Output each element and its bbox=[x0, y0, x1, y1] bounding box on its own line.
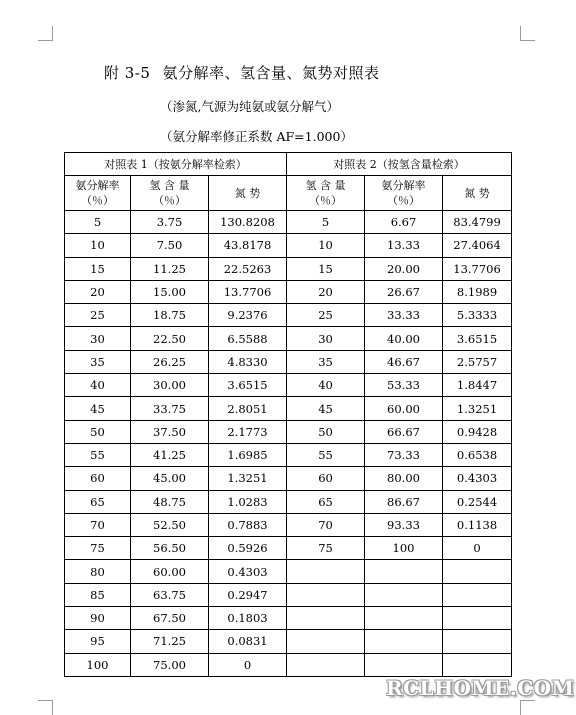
table-cell: 65 bbox=[287, 490, 365, 513]
table-cell: 130.8208 bbox=[209, 211, 287, 234]
table-cell: 0.2544 bbox=[443, 490, 512, 513]
table-cell: 0.2947 bbox=[209, 583, 287, 606]
table-cell: 0.1138 bbox=[443, 513, 512, 536]
table-cell: 30 bbox=[65, 327, 131, 350]
table-cell: 25 bbox=[287, 304, 365, 327]
table-cell: 63.75 bbox=[131, 583, 209, 606]
table-cell: 8.1989 bbox=[443, 280, 512, 303]
group-header-table2: 对照表 2（按氢含量检索） bbox=[287, 153, 512, 176]
table-cell: 10 bbox=[287, 234, 365, 257]
table-cell bbox=[365, 607, 443, 630]
table-cell: 2.1773 bbox=[209, 420, 287, 443]
table-cell: 13.7706 bbox=[209, 280, 287, 303]
table-cell: 11.25 bbox=[131, 257, 209, 280]
table-cell: 43.8178 bbox=[209, 234, 287, 257]
table-cell: 75 bbox=[287, 537, 365, 560]
table-cell: 1.3251 bbox=[443, 397, 512, 420]
table-cell bbox=[287, 607, 365, 630]
table-cell: 75.00 bbox=[131, 653, 209, 676]
subtitle-gas-source: （渗氮,气源为纯氨或氨分解气） bbox=[160, 99, 339, 114]
table-cell bbox=[365, 560, 443, 583]
table-cell: 15 bbox=[287, 257, 365, 280]
table-cell: 20.00 bbox=[365, 257, 443, 280]
table-cell: 5 bbox=[65, 211, 131, 234]
table-cell: 0.7883 bbox=[209, 513, 287, 536]
table-row bbox=[65, 234, 512, 257]
table-cell: 55 bbox=[65, 443, 131, 466]
table-cell: 2.8051 bbox=[209, 397, 287, 420]
table-cell: 18.75 bbox=[131, 304, 209, 327]
table-cell: 56.50 bbox=[131, 537, 209, 560]
header-text: 氨分解率 （％） bbox=[381, 179, 426, 207]
table-row bbox=[65, 653, 512, 676]
table-cell: 53.33 bbox=[365, 374, 443, 397]
header-text: 氮 势 bbox=[234, 186, 261, 200]
page-corner-mark bbox=[520, 700, 535, 715]
table-cell: 65 bbox=[65, 490, 131, 513]
table-cell: 70 bbox=[65, 513, 131, 536]
table-cell: 9.2376 bbox=[209, 304, 287, 327]
table-cell: 0.9428 bbox=[443, 420, 512, 443]
table-cell: 15 bbox=[65, 257, 131, 280]
table-cell bbox=[365, 583, 443, 606]
table-cell: 2.5757 bbox=[443, 350, 512, 373]
table-cell bbox=[287, 630, 365, 653]
table-cell: 20 bbox=[65, 280, 131, 303]
site-watermark: RCLHOME.COM bbox=[386, 676, 575, 700]
table-cell: 48.75 bbox=[131, 490, 209, 513]
table-cell: 10 bbox=[65, 234, 131, 257]
table-row bbox=[65, 304, 512, 327]
table-cell: 40 bbox=[287, 374, 365, 397]
table-cell: 22.5263 bbox=[209, 257, 287, 280]
table-cell: 6.67 bbox=[365, 211, 443, 234]
table-cell: 80 bbox=[65, 560, 131, 583]
table-cell: 46.67 bbox=[365, 350, 443, 373]
col-header bbox=[287, 176, 365, 211]
table-cell: 50 bbox=[287, 420, 365, 443]
table-cell: 3.6515 bbox=[209, 374, 287, 397]
table-cell: 83.4799 bbox=[443, 211, 512, 234]
table-cell: 1.0283 bbox=[209, 490, 287, 513]
page-corner-mark bbox=[520, 26, 535, 41]
table-cell bbox=[443, 560, 512, 583]
table-cell: 13.33 bbox=[365, 234, 443, 257]
table-cell: 100 bbox=[365, 537, 443, 560]
table-cell: 3.75 bbox=[131, 211, 209, 234]
table-cell: 73.33 bbox=[365, 443, 443, 466]
table-cell: 33.75 bbox=[131, 397, 209, 420]
table-cell: 37.50 bbox=[131, 420, 209, 443]
table-cell: 70 bbox=[287, 513, 365, 536]
table-cell: 55 bbox=[287, 443, 365, 466]
table-cell: 90 bbox=[65, 607, 131, 630]
page-corner-mark bbox=[38, 26, 53, 41]
table-cell: 40.00 bbox=[365, 327, 443, 350]
table-cell bbox=[287, 653, 365, 676]
table-cell: 0.0831 bbox=[209, 630, 287, 653]
col-header bbox=[365, 176, 443, 211]
table-cell: 0.4303 bbox=[443, 467, 512, 490]
table-row bbox=[65, 257, 512, 280]
table-cell: 35 bbox=[65, 350, 131, 373]
col-header bbox=[131, 176, 209, 211]
group-header-table1: 对照表 1（按氨分解率检索） bbox=[65, 153, 287, 176]
table-cell: 33.33 bbox=[365, 304, 443, 327]
table-row bbox=[65, 560, 512, 583]
table-row bbox=[65, 211, 512, 234]
header-text: 氨分解率 （％） bbox=[75, 179, 120, 207]
table-cell: 60.00 bbox=[131, 560, 209, 583]
table-cell: 4.8330 bbox=[209, 350, 287, 373]
header-text: 氢 含 量 （％） bbox=[149, 179, 190, 207]
table-cell: 75 bbox=[65, 537, 131, 560]
table-cell: 25 bbox=[65, 304, 131, 327]
table-cell bbox=[365, 653, 443, 676]
table-cell: 20 bbox=[287, 280, 365, 303]
table-cell: 45 bbox=[65, 397, 131, 420]
table-cell: 80.00 bbox=[365, 467, 443, 490]
table-cell: 50 bbox=[65, 420, 131, 443]
table-cell: 3.6515 bbox=[443, 327, 512, 350]
table-cell: 45.00 bbox=[131, 467, 209, 490]
table-cell: 45 bbox=[287, 397, 365, 420]
table-cell bbox=[443, 630, 512, 653]
document-title bbox=[104, 62, 379, 83]
table-row bbox=[65, 537, 512, 560]
table-cell: 26.25 bbox=[131, 350, 209, 373]
table-row bbox=[65, 397, 512, 420]
table-row bbox=[65, 467, 512, 490]
table-cell: 26.67 bbox=[365, 280, 443, 303]
table-row bbox=[65, 607, 512, 630]
table-cell: 66.67 bbox=[365, 420, 443, 443]
header-text: 氮 势 bbox=[464, 186, 490, 200]
lookup-table bbox=[64, 152, 512, 677]
col-header bbox=[65, 176, 131, 211]
table-cell: 85 bbox=[65, 583, 131, 606]
table-cell bbox=[443, 583, 512, 606]
table-cell: 71.25 bbox=[131, 630, 209, 653]
table-cell: 52.50 bbox=[131, 513, 209, 536]
table-cell: 60 bbox=[65, 467, 131, 490]
table-cell: 1.3251 bbox=[209, 467, 287, 490]
table-cell bbox=[365, 630, 443, 653]
table-cell: 0.5926 bbox=[209, 537, 287, 560]
table-cell: 35 bbox=[287, 350, 365, 373]
table-cell: 86.67 bbox=[365, 490, 443, 513]
table-cell: 6.5588 bbox=[209, 327, 287, 350]
table-cell: 7.50 bbox=[131, 234, 209, 257]
table-cell bbox=[443, 607, 512, 630]
table-cell: 22.50 bbox=[131, 327, 209, 350]
col-header bbox=[209, 176, 287, 211]
table-row bbox=[65, 327, 512, 350]
table-row bbox=[65, 350, 512, 373]
table-cell: 5.3333 bbox=[443, 304, 512, 327]
table-cell: 30.00 bbox=[131, 374, 209, 397]
table-cell: 0.1803 bbox=[209, 607, 287, 630]
table-row bbox=[65, 583, 512, 606]
title-text: 氨分解率、氢含量、氮势对照表 bbox=[162, 64, 380, 82]
title-code: 附 3-5 bbox=[104, 64, 151, 82]
table-cell: 1.8447 bbox=[443, 374, 512, 397]
table-cell: 95 bbox=[65, 630, 131, 653]
page-corner-mark bbox=[38, 700, 53, 715]
table-cell: 0 bbox=[443, 537, 512, 560]
table-cell: 41.25 bbox=[131, 443, 209, 466]
table-cell bbox=[443, 653, 512, 676]
table-cell: 67.50 bbox=[131, 607, 209, 630]
table-row bbox=[65, 443, 512, 466]
table-row bbox=[65, 420, 512, 443]
table-cell: 13.7706 bbox=[443, 257, 512, 280]
table-cell: 1.6985 bbox=[209, 443, 287, 466]
table-cell: 60.00 bbox=[365, 397, 443, 420]
table-cell bbox=[287, 560, 365, 583]
col-header bbox=[443, 176, 512, 211]
table-cell: 30 bbox=[287, 327, 365, 350]
table-cell bbox=[287, 583, 365, 606]
table-cell: 15.00 bbox=[131, 280, 209, 303]
table-cell: 0.4303 bbox=[209, 560, 287, 583]
table-row bbox=[65, 513, 512, 536]
table-row bbox=[65, 490, 512, 513]
table-cell: 5 bbox=[287, 211, 365, 234]
table-cell: 100 bbox=[65, 653, 131, 676]
table-row bbox=[65, 280, 512, 303]
table-row bbox=[65, 374, 512, 397]
table-cell: 60 bbox=[287, 467, 365, 490]
table-cell: 0.6538 bbox=[443, 443, 512, 466]
table-row bbox=[65, 630, 512, 653]
table-cell: 40 bbox=[65, 374, 131, 397]
subtitle-correction-factor: （氨分解率修正系数 AF=1.000） bbox=[160, 129, 353, 144]
table-cell: 93.33 bbox=[365, 513, 443, 536]
table-cell: 0 bbox=[209, 653, 287, 676]
header-text: 氢 含 量 （％） bbox=[305, 179, 346, 207]
table-cell: 27.4064 bbox=[443, 234, 512, 257]
